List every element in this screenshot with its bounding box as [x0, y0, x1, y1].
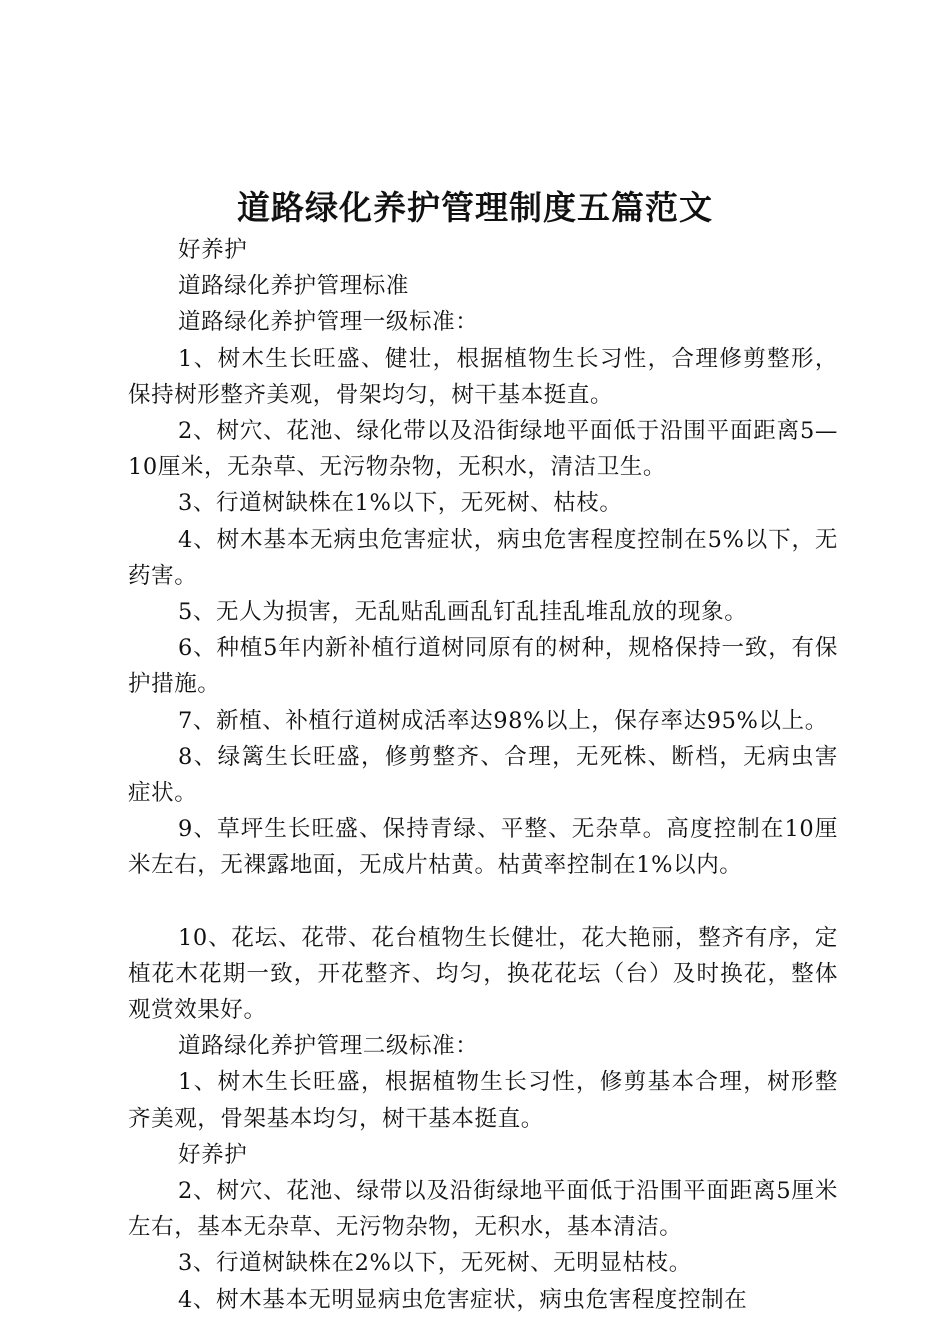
paragraph: 3、行道树缺株在1%以下，无死树、枯枝。	[178, 490, 623, 517]
paragraph: 7、新植、补植行道树成活率达98%以上，保存率达95%以上。	[178, 707, 828, 734]
section-heading: 道路绿化养护管理一级标准：	[178, 309, 479, 336]
document-title: 道路绿化养护管理制度五篇范文	[237, 188, 713, 227]
document-body	[128, 232, 838, 1318]
paragraph: 3、行道树缺株在2%以下，无死树、无明显枯枝。	[178, 1250, 692, 1277]
paragraph: 2、树穴、花池、绿化带以及沿街绿地平面低于沿围平面距离5—10厘米，无杂草、无污物杂物，无积水，清洁卫生。	[128, 418, 838, 481]
paragraph: 道路绿化养护管理标准	[178, 273, 410, 300]
paragraph: 5、无人为损害，无乱贴乱画乱钉乱挂乱堆乱放的现象。	[178, 599, 748, 626]
paragraph: 1、树木生长旺盛，根据植物生长习性，修剪基本合理，树形整齐美观，骨架基本均匀，树干基本挺直。	[128, 1069, 838, 1132]
paragraph: 6、种植5年内新补植行道树同原有的树种，规格保持一致，有保护措施。	[128, 635, 838, 698]
paragraph: 9、草坪生长旺盛、保持青绿、平整、无杂草。高度控制在10厘米左右，无裸露地面，无成片枯黄。枯黄率控制在1%以内。	[128, 816, 838, 879]
paragraph: 1、树木生长旺盛、健壮，根据植物生长习性，合理修剪整形，保持树形整齐美观，骨架均匀，树干基本挺直。	[128, 345, 838, 408]
paragraph: 2、树穴、花池、绿带以及沿街绿地平面低于沿围平面距离5厘米左右，基本无杂草、无污物杂物，无积水，基本清洁。	[128, 1178, 838, 1241]
paragraph: 4、树木基本无明显病虫危害症状，病虫危害程度控制在	[178, 1286, 748, 1313]
paragraph: 10、花坛、花带、花台植物生长健壮，花大艳丽，整齐有序，定植花木花期一致，开花整齐、均匀，换花花坛（台）及时换花，整体观赏效果好。	[128, 924, 838, 1024]
paragraph: 8、绿篱生长旺盛，修剪整齐、合理，无死株、断档，无病虫害症状。	[128, 743, 838, 807]
section-heading: 道路绿化养护管理二级标准：	[178, 1033, 479, 1060]
paragraph: 4、树木基本无病虫危害症状，病虫危害程度控制在5%以下，无药害。	[128, 526, 838, 589]
paragraph: 好养护	[178, 1141, 248, 1168]
paragraph: 好养护	[178, 237, 248, 263]
